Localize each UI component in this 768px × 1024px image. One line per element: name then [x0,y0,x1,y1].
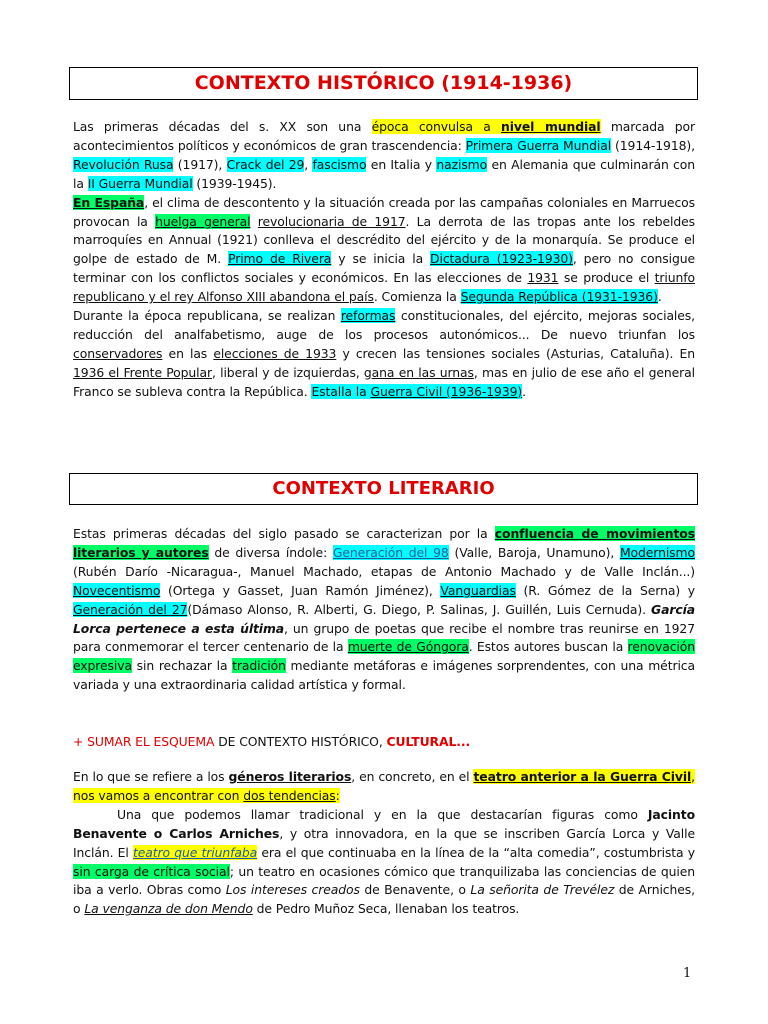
paragraph-literario-1: Estas primeras décadas del siglo pasado se caracterizan por la confluencia de movimientos literarios y autores de diversa índole: Generación del 98 (Valle, Baroja, Unamuno), Modernismo (Rubén Darío -Nicaragua-, Manuel Machado, etapas de Antonio Machado y de Valle Inclán...) Novecentismo (Ortega y Gasset, Juan Ramón Jiménez), Vanguardias (R. Gómez de la Serna) y Generación del 27(Dámaso Alonso, R. Alberti, G. Diego, P. Salinas, J. Guillén, Luis Cernuda). García Lorca pertenece a esta última, un grupo de poetas que recibe el nombre tras reunirse en 1927 para conmemorar el tercer centenario de la muerte de Góngora. Estos autores buscan la renovación expresiva sin rechazar la tradición mediante metáforas e imágenes sorprendentes, con una métrica variada y una extraordinaria calidad artística y formal. [73,526,696,693]
section-literario [73,525,695,695]
paragraph-historico-2: En España, el clima de descontento y la situación creada por las campañas coloniales en Marruecos provocan la huelga general revolucionaria de 1917. La derrota de las tropas ante los rebeldes marroquíes en Annual (1921) conlleva el descrédito del ejército y de la monarquía. Se produce el golpe de estado de M. Primo de Rivera y se inicia la Dictadura (1923-1930), pero no consigue terminar con los conflictos sociales y económicos. En las elecciones de 1931 se produce el triunfo republicano y el rey Alfonso XIII abandona el país. Comienza la Segunda República (1931-1936). [73,194,696,305]
sumar-esquema-note: + SUMAR EL ESQUEMA DE CONTEXTO HISTÓRICO, CULTURAL... [73,734,471,749]
page-number: 1 [683,966,692,981]
paragraph-teatro-1: En lo que se refiere a los géneros literarios, en concreto, en el teatro anterior a la Guerra Civil, nos vamos a encontrar con dos tendencias: [73,769,695,803]
section-historico [73,118,695,402]
heading-contexto-literario: CONTEXTO LITERARIO [69,473,698,505]
paragraph-teatro-2: Una que podemos llamar tradicional y en la que destacarían figuras como Jacinto Benavente o Carlos Arniches, y otra innovadora, en la que se inscriben García Lorca y Valle Inclán. El teatro que triunfaba era el que continuaba en la línea de la “alta comedia”, costumbrista y sin carga de crítica social; un teatro en ocasiones cómico que tranquilizaba las conciencias de quien iba a verlo. Obras como Los intereses creados de Benavente, o La señorita de Trevélez de Arniches, o La venganza de don Mendo de Pedro Muñoz Seca, llenaban los teatros. [73,806,696,917]
heading-contexto-historico: CONTEXTO HISTÓRICO (1914-1936) [69,67,698,100]
section-teatro [73,768,695,919]
paragraph-historico-3: Durante la época republicana, se realizan reformas constitucionales, del ejército, mejoras sociales, reducción del analfabetismo, auge de los procesos autonómicos... De nuevo triunfan los conservadores en las elecciones de 1933 y crecen las tensiones sociales (Asturias, Cataluña). En 1936 el Frente Popular, liberal y de izquierdas, gana en las urnas, mas en julio de ese año el general Franco se subleva contra la República. Estalla la Guerra Civil (1936-1939). [73,308,695,399]
paragraph-historico-1: Las primeras décadas del s. XX son una época convulsa a nivel mundial marcada por acontecimientos políticos y económicos de gran trascendencia: Primera Guerra Mundial (1914-1918), Revolución Rusa (1917), Crack del 29, fascismo en Italia y nazismo en Alemania que culminarán con la II Guerra Mundial (1939-1945). [73,119,695,191]
